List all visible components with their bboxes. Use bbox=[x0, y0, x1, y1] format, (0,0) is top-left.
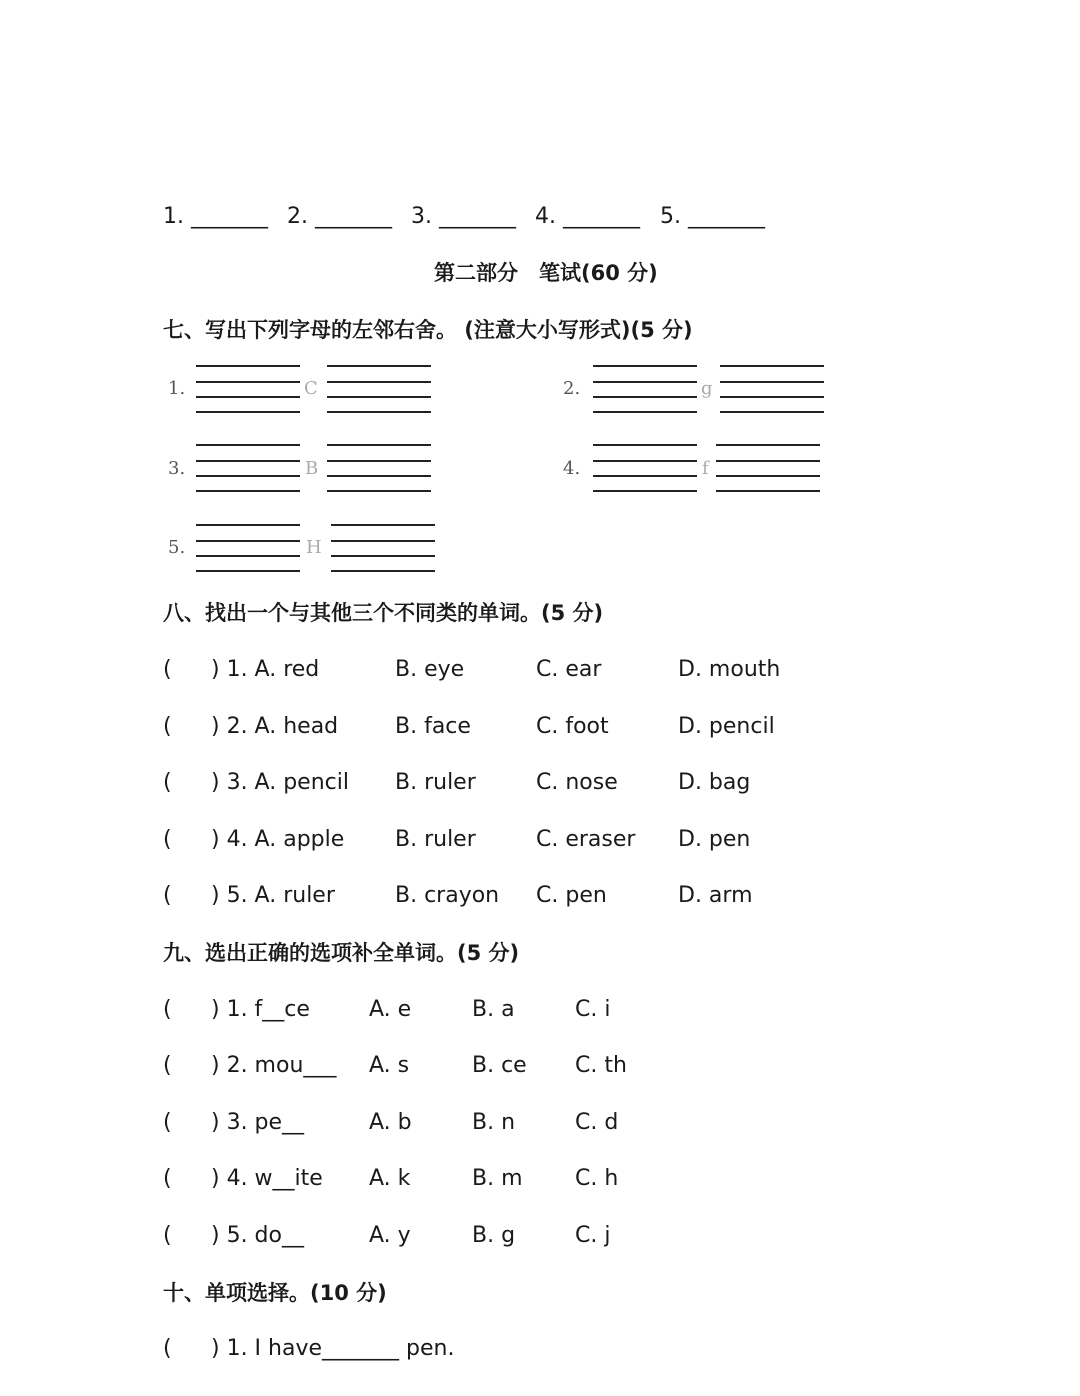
sec8-heading: 八、找出一个与其他三个不同类的单词。(5 分) bbox=[163, 601, 604, 625]
option-b: B. a bbox=[472, 997, 515, 1022]
option-c: C. eraser bbox=[536, 827, 636, 852]
question-text: ) 5. A. ruler bbox=[211, 883, 335, 908]
question-text: ) 5. do__ bbox=[211, 1223, 304, 1248]
option-b: B. m bbox=[472, 1166, 523, 1191]
option-a: A. b bbox=[369, 1110, 412, 1135]
question-text: ) 2. mou___ bbox=[211, 1053, 337, 1078]
sec7-item-num: 3. bbox=[168, 458, 186, 479]
answer-paren[interactable]: ( bbox=[163, 657, 172, 682]
option-a: A. k bbox=[369, 1166, 411, 1191]
question-text: ) 2. A. head bbox=[211, 714, 339, 739]
blank-5: 5. _______ bbox=[660, 204, 765, 229]
option-c: C. th bbox=[575, 1053, 627, 1078]
question-text: ) 4. w__ite bbox=[211, 1166, 323, 1191]
sec7-letter: B bbox=[305, 458, 319, 479]
part2-title: 第二部分 笔试(60 分) bbox=[434, 261, 658, 285]
option-a: A. e bbox=[369, 997, 412, 1022]
answer-paren[interactable]: ( bbox=[163, 1223, 172, 1248]
answer-paren[interactable]: ( bbox=[163, 1166, 172, 1191]
sec7-letter: f bbox=[702, 458, 709, 479]
answer-paren[interactable]: ( bbox=[163, 1336, 172, 1361]
option-b: B. eye bbox=[395, 657, 465, 682]
question-text: ) 1. A. red bbox=[211, 657, 320, 682]
answer-paren[interactable]: ( bbox=[163, 714, 172, 739]
question-text: ) 3. pe__ bbox=[211, 1110, 305, 1135]
sec7-item-num: 4. bbox=[563, 458, 581, 479]
blank-4: 4. _______ bbox=[535, 204, 640, 229]
answer-paren[interactable]: ( bbox=[163, 997, 172, 1022]
answer-paren[interactable]: ( bbox=[163, 827, 172, 852]
sec7-item-num: 2. bbox=[563, 378, 581, 399]
sec7-letter: g bbox=[701, 378, 713, 399]
option-b: B. face bbox=[395, 714, 471, 739]
option-c: C. ear bbox=[536, 657, 602, 682]
option-c: C. j bbox=[575, 1223, 611, 1248]
blank-3: 3. _______ bbox=[411, 204, 516, 229]
option-c: C. i bbox=[575, 997, 611, 1022]
option-a: A. y bbox=[369, 1223, 411, 1248]
sec7-item-num: 1. bbox=[168, 378, 186, 399]
sec7-letter: C bbox=[304, 378, 318, 399]
option-c: C. foot bbox=[536, 714, 609, 739]
option-d: D. pen bbox=[678, 827, 751, 852]
option-b: B. crayon bbox=[395, 883, 500, 908]
option-d: D. arm bbox=[678, 883, 753, 908]
option-b: B. ruler bbox=[395, 770, 476, 795]
option-b: B. n bbox=[472, 1110, 516, 1135]
question-text: ) 4. A. apple bbox=[211, 827, 345, 852]
option-a: A. s bbox=[369, 1053, 410, 1078]
blank-2: 2. _______ bbox=[287, 204, 392, 229]
option-d: D. bag bbox=[678, 770, 751, 795]
option-c: C. d bbox=[575, 1110, 619, 1135]
answer-paren[interactable]: ( bbox=[163, 1110, 172, 1135]
answer-paren[interactable]: ( bbox=[163, 770, 172, 795]
option-b: B. ruler bbox=[395, 827, 476, 852]
option-c: C. pen bbox=[536, 883, 607, 908]
sec7-item-num: 5. bbox=[168, 537, 186, 558]
option-c: C. nose bbox=[536, 770, 618, 795]
sec7-heading: 七、写出下列字母的左邻右舍。 (注意大小写形式)(5 分) bbox=[163, 318, 693, 342]
sec10-heading: 十、单项选择。(10 分) bbox=[163, 1281, 387, 1305]
option-b: B. ce bbox=[472, 1053, 527, 1078]
option-c: C. h bbox=[575, 1166, 619, 1191]
question-text: ) 1. f__ce bbox=[211, 997, 310, 1022]
question-text: ) 3. A. pencil bbox=[211, 770, 349, 795]
sec7-letter: H bbox=[306, 537, 322, 558]
answer-paren[interactable]: ( bbox=[163, 883, 172, 908]
sec9-heading: 九、选出正确的选项补全单词。(5 分) bbox=[163, 941, 520, 965]
option-d: D. pencil bbox=[678, 714, 775, 739]
question-text: ) 1. I have_______ pen. bbox=[211, 1336, 455, 1361]
blank-1: 1. _______ bbox=[163, 204, 268, 229]
option-b: B. g bbox=[472, 1223, 516, 1248]
option-d: D. mouth bbox=[678, 657, 781, 682]
answer-paren[interactable]: ( bbox=[163, 1053, 172, 1078]
